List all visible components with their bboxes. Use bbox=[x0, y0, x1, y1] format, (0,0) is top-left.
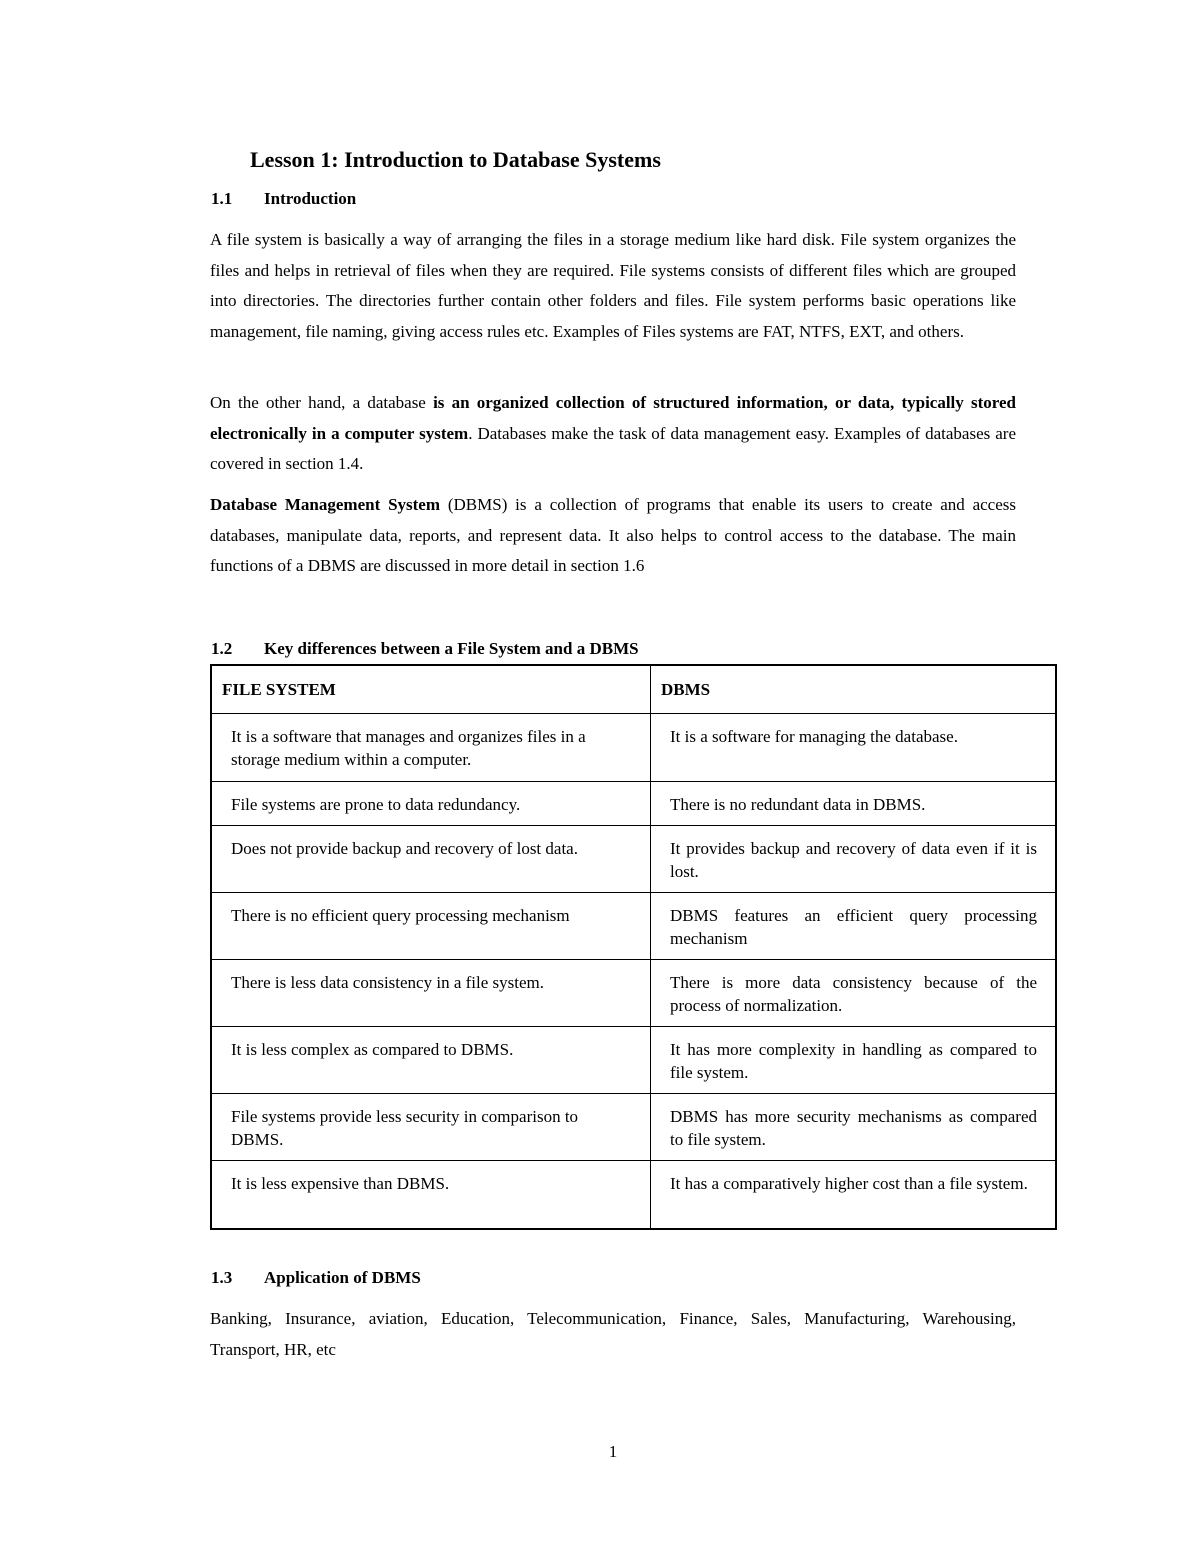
table-cell-file-system: It is less expensive than DBMS. bbox=[212, 1161, 651, 1228]
paragraph-applications: Banking, Insurance, aviation, Education, Telecommunication, Finance, Sales, Manufacturing, Warehousing, Transport, HR, etc bbox=[210, 1309, 1016, 1359]
page-number: 1 bbox=[608, 1442, 618, 1461]
table-cell-file-system: There is less data consistency in a file system. bbox=[212, 960, 651, 1026]
table-cell-dbms: It has more complexity in handling as compared to file system. bbox=[670, 1040, 1037, 1082]
table-row bbox=[212, 714, 1055, 782]
section-title: Key differences between a File System and a DBMS bbox=[264, 639, 639, 658]
table-cell-file-system: It is a software that manages and organizes files in a storage medium within a computer. bbox=[212, 714, 651, 781]
section-title: Application of DBMS bbox=[264, 1268, 421, 1287]
table-row bbox=[212, 960, 1055, 1027]
table-header-row bbox=[212, 666, 1055, 714]
table-row bbox=[212, 1094, 1055, 1161]
section-number: 1.2 bbox=[211, 639, 233, 658]
table-cell-dbms: It has a comparatively higher cost than a file system. bbox=[670, 1174, 1028, 1193]
section-heading-application bbox=[211, 1266, 421, 1290]
table-header-dbms: DBMS bbox=[661, 680, 711, 699]
lesson-title: Lesson 1: Introduction to Database Systems bbox=[250, 147, 661, 172]
table-row bbox=[212, 1027, 1055, 1094]
table-row bbox=[212, 826, 1055, 893]
differences-table bbox=[210, 664, 1057, 1230]
section-title: Introduction bbox=[264, 189, 357, 208]
table-cell-file-system: File systems provide less security in comparison to DBMS. bbox=[212, 1094, 651, 1160]
table-cell-dbms: There is more data consistency because of the process of normalization. bbox=[670, 973, 1037, 1015]
table-cell-file-system: Does not provide backup and recovery of lost data. bbox=[212, 826, 651, 892]
paragraph-file-system: A file system is basically a way of arranging the files in a storage medium like hard disk. File system organizes the files and helps in retrieval of files when they are required. File systems consists of different files which are grouped into directories. The directories further contain other folders and files. File system performs basic operations like management, file naming, giving access rules etc. Examples of Files systems are FAT, NTFS, EXT, and others. bbox=[210, 230, 1016, 341]
paragraph-dbms-bold: Database Management System bbox=[210, 495, 441, 514]
table-cell-file-system: There is no efficient query processing mechanism bbox=[212, 893, 651, 959]
table-cell-dbms: It is a software for managing the database. bbox=[670, 727, 958, 746]
section-number: 1.3 bbox=[211, 1268, 233, 1287]
section-heading-key-differences bbox=[211, 637, 639, 661]
table-row bbox=[212, 782, 1055, 826]
paragraph-database bbox=[210, 388, 1016, 480]
table-cell-file-system: It is less complex as compared to DBMS. bbox=[212, 1027, 651, 1093]
table-header-file-system: FILE SYSTEM bbox=[212, 666, 651, 713]
paragraph-database-bold: is an organized collection of structured information, or data, typically stored electronically in a computer system bbox=[210, 393, 1016, 443]
table-cell-dbms: It provides backup and recovery of data even if it is lost. bbox=[670, 839, 1037, 881]
section-heading-introduction bbox=[211, 187, 356, 211]
table-cell-dbms: DBMS features an efficient query processing mechanism bbox=[670, 906, 1037, 948]
table-cell-file-system: File systems are prone to data redundancy. bbox=[212, 782, 651, 825]
paragraph-dbms-text: (DBMS) is a collection of programs that enable its users to create and access databases, manipulate data, reports, and represent data. It also helps to control access to the database. The main functions of a DBMS are discussed in more detail in section 1.6 bbox=[210, 495, 1016, 575]
paragraph-dbms bbox=[210, 490, 1016, 582]
paragraph-database-text-2: . Databases make the task of data management easy. Examples of databases are covered in section 1.4. bbox=[210, 423, 1017, 473]
section-number: 1.1 bbox=[211, 189, 233, 208]
paragraph-database-text-1: On the other hand, a database bbox=[210, 393, 434, 412]
table-cell-dbms: There is no redundant data in DBMS. bbox=[670, 795, 926, 814]
table-cell-dbms: DBMS has more security mechanisms as compared to file system. bbox=[670, 1107, 1037, 1149]
table-row bbox=[212, 1161, 1055, 1228]
table-row bbox=[212, 893, 1055, 960]
